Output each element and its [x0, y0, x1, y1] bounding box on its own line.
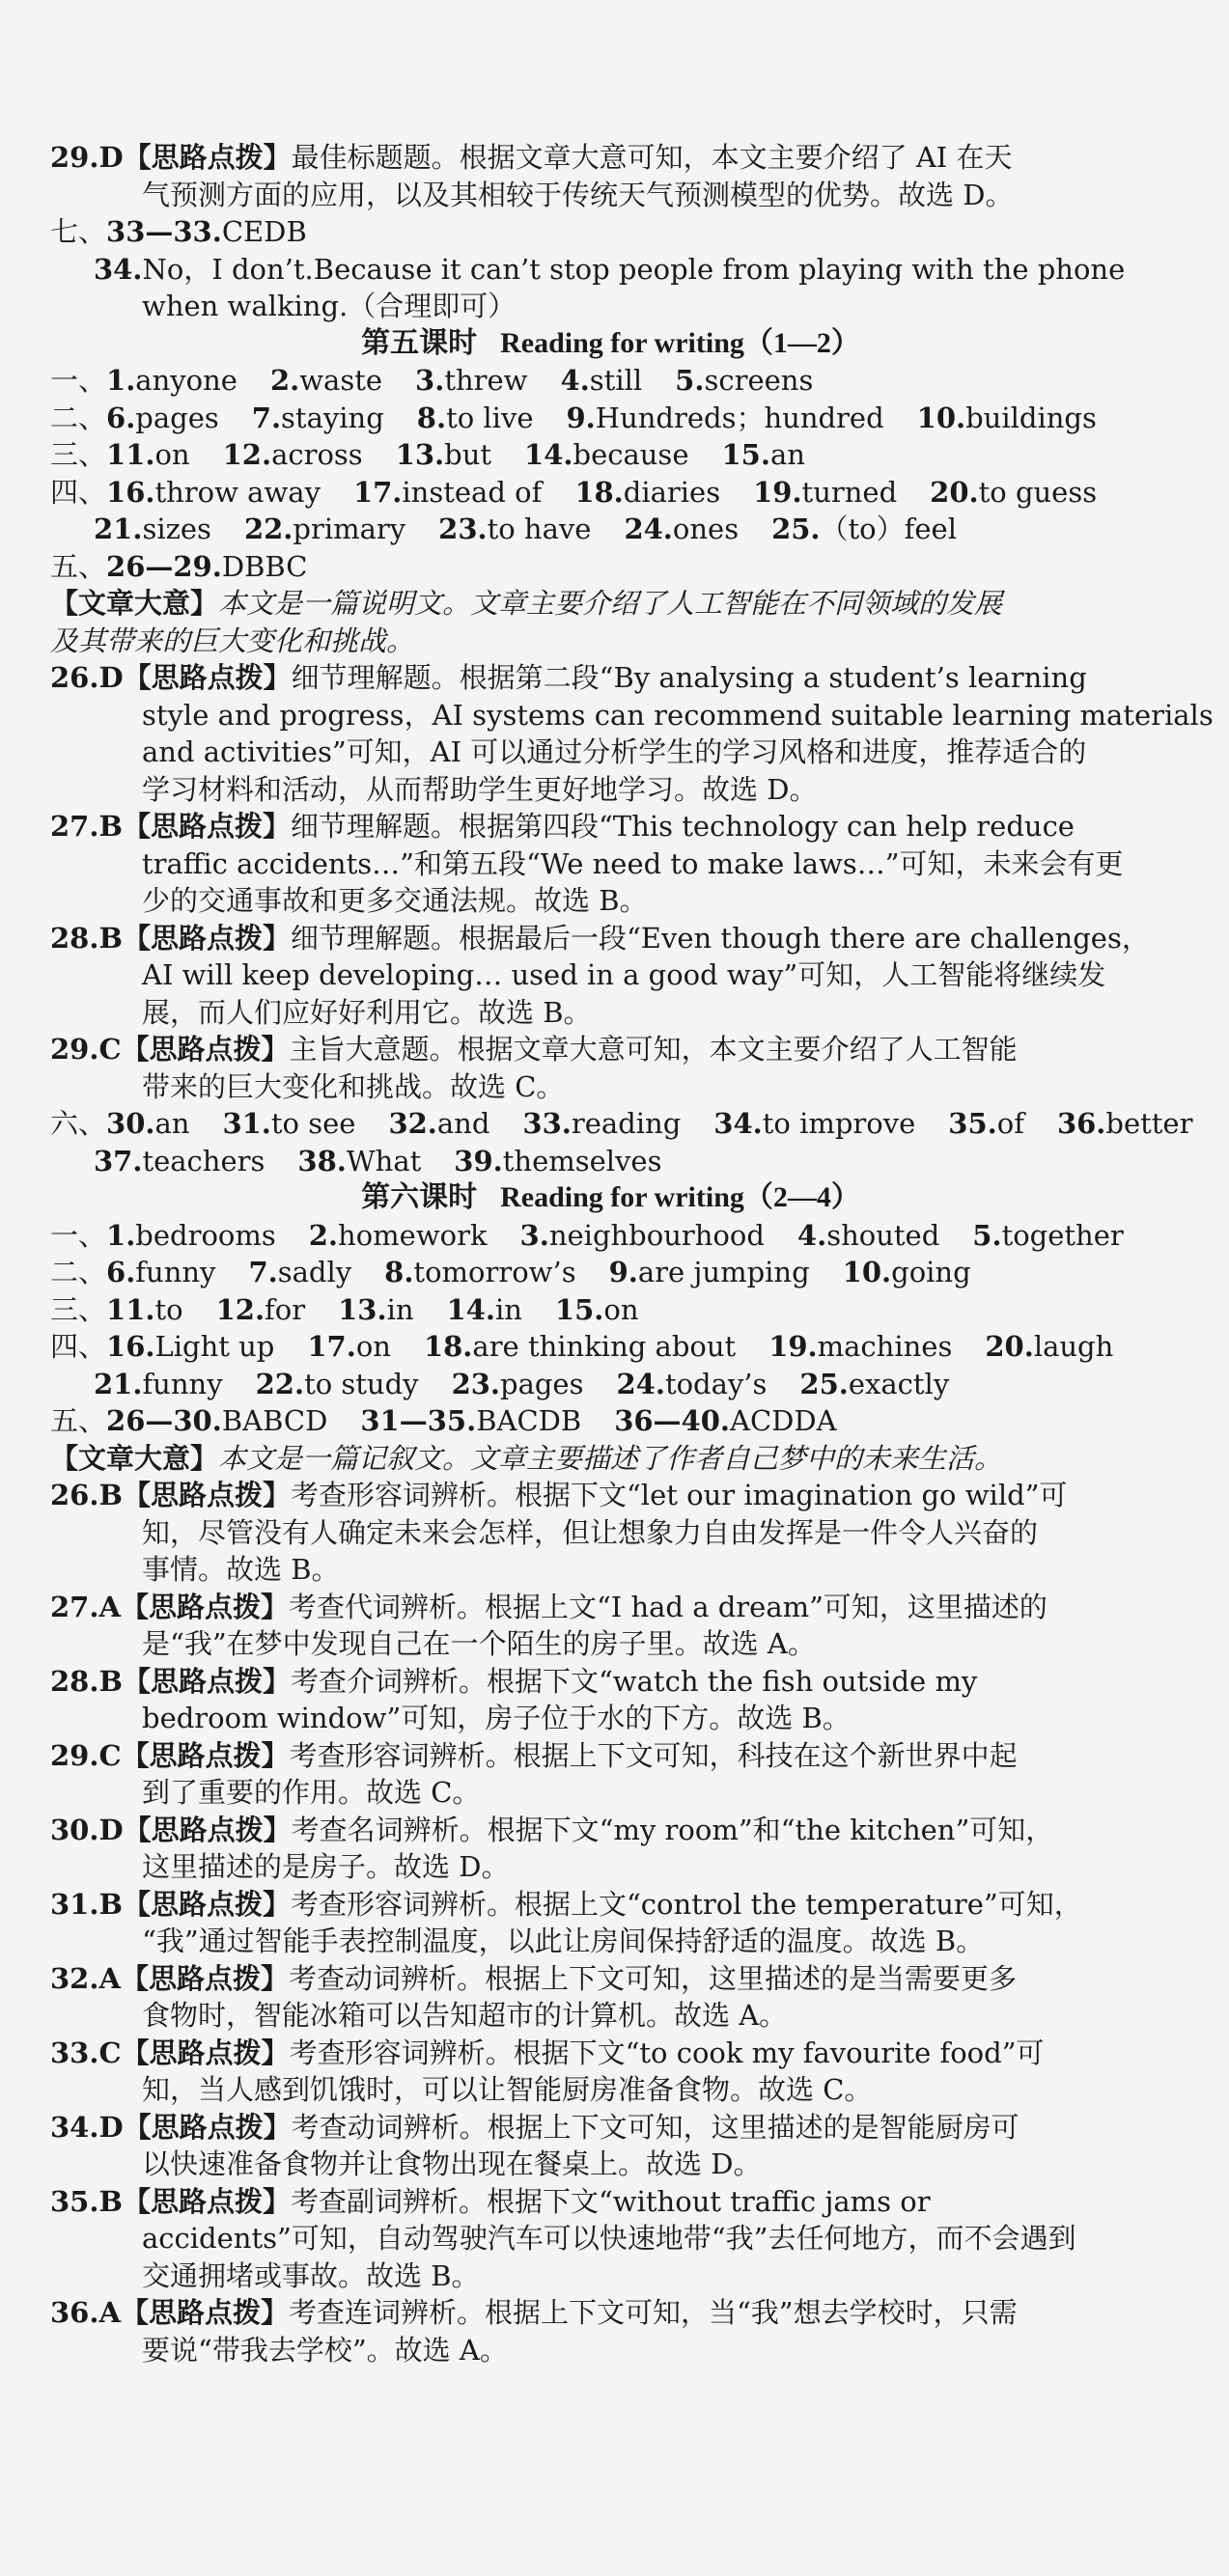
section-tag: 【思路点拨】	[121, 2036, 290, 2069]
question-number: 28.B	[50, 1664, 123, 1698]
question-number: 39.	[454, 1144, 503, 1177]
text-line	[50, 288, 1171, 325]
text-line	[50, 734, 1171, 771]
text-line	[50, 1477, 1171, 1514]
text-segment: 细节理解题。根据最后一段“Even though there are challenges，	[290, 921, 1150, 955]
question-number: 33.	[522, 1107, 572, 1140]
text-line	[50, 697, 1214, 734]
text-line	[50, 2220, 1171, 2257]
text-line	[50, 436, 1171, 474]
section-tag: 【思路点拨】	[122, 1479, 291, 1511]
question-number: 8.	[384, 1256, 414, 1288]
text-segment: staying	[281, 401, 384, 434]
text-segment: together	[1001, 1218, 1124, 1252]
text-segment: 七、	[50, 215, 107, 248]
section-tag: 【思路点拨】	[120, 1961, 289, 1995]
text-segment: 考查介词辨析。根据下文“watch the fish outside my	[290, 1664, 978, 1698]
text-segment: funny	[135, 1256, 216, 1288]
text-segment: to have	[487, 512, 592, 545]
text-segment: waste	[299, 364, 383, 397]
question-number: 3.	[415, 364, 445, 397]
text-segment: 气预测方面的应用，以及其相较于传统天气预测模型的优势。故选 D。	[142, 178, 1014, 211]
text-segment: 四、	[50, 475, 107, 509]
question-number: 25.	[799, 1367, 849, 1400]
question-number: 27.A	[50, 1590, 121, 1623]
question-number: 26.D	[50, 661, 124, 694]
text-segment: 本文是一篇记叙文。文章主要描述了作者自己梦中的未来生活。	[218, 1441, 1003, 1475]
question-number: 26—30.	[106, 1404, 222, 1437]
text-segment: 考查形容词辨析。根据上文“control the temperature”可知，	[290, 1887, 1082, 1921]
text-line	[50, 1923, 1171, 1960]
text-segment: 三、	[50, 1292, 107, 1326]
text-segment: 到了重要的作用。故选 C。	[142, 1776, 481, 1809]
section-tag: 【思路点拨】	[122, 810, 291, 843]
question-number: 16.	[106, 475, 155, 509]
text-line	[50, 1774, 1171, 1812]
text-segment: 展，而人们应好好利用它。故选 B。	[142, 995, 592, 1029]
text-segment: to	[154, 1292, 183, 1326]
text-segment: 细节理解题。根据第四段“This technology can help reduce	[290, 810, 1075, 843]
text-segment: 考查形容词辨析。根据下文“let our imagination go wild”可	[290, 1479, 1068, 1511]
text-segment: threw	[444, 364, 528, 397]
text-line	[50, 882, 1171, 920]
section-tag: 【文章大意】	[50, 1441, 219, 1475]
question-number: 15.	[554, 1292, 604, 1326]
text-line	[50, 251, 1171, 289]
text-segment: 带来的巨大变化和挑战。故选 C。	[142, 1069, 565, 1103]
text-segment: buildings	[965, 401, 1097, 434]
question-number: 37.	[94, 1144, 143, 1177]
text-segment: 考查名词辨析。根据下文“my room”和“the kitchen”可知，	[291, 1813, 1054, 1846]
text-segment: Reading for writing（1—2）	[500, 326, 860, 359]
text-segment: for	[265, 1292, 306, 1326]
text-line	[50, 2183, 1171, 2221]
question-number: 12.	[222, 438, 272, 471]
question-number: 19.	[753, 475, 802, 509]
section-tag: 【思路点拨】	[120, 2296, 289, 2329]
question-number: 3.	[519, 1218, 549, 1252]
text-segment: 第五课时	[361, 325, 478, 360]
text-segment: 考查连词辨析。根据上下文可知，当“我”想去学校时，只需	[288, 2296, 1018, 2329]
text-segment: exactly	[848, 1367, 950, 1400]
question-number: 35.B	[50, 2184, 123, 2218]
text-segment: Hundreds；hundred	[595, 401, 884, 434]
text-segment: still	[589, 364, 643, 397]
text-line	[50, 1068, 1171, 1106]
text-segment: traffic accidents…”和第五段“We need to make laws…”可知，未来会有更	[142, 846, 1124, 880]
question-number: 28.B	[50, 921, 123, 955]
text-line	[50, 771, 1171, 809]
text-line	[50, 2109, 1171, 2147]
question-number: 2.	[308, 1218, 339, 1252]
text-segment: primary	[293, 512, 406, 545]
text-segment: No，I don’t.Because it can’t stop people from playing with the phone	[142, 252, 1126, 286]
question-number: 24.	[624, 512, 673, 545]
question-number: 14.	[446, 1292, 495, 1326]
text-line	[50, 511, 1171, 548]
text-line	[50, 1625, 1171, 1663]
text-line	[50, 213, 1171, 251]
text-line	[50, 2071, 1171, 2109]
question-number: 6.	[106, 401, 136, 434]
text-line	[50, 1291, 1171, 1329]
text-segment: “我”通过智能手表控制温度，以此让房间保持舒适的温度。故选 B。	[142, 1925, 985, 1957]
text-line	[50, 362, 1171, 400]
question-number: 23.	[451, 1367, 501, 1400]
text-segment: sadly	[277, 1256, 352, 1288]
text-segment: are thinking about	[472, 1330, 737, 1363]
text-segment: shouted	[826, 1218, 940, 1252]
section-tag: 【思路点拨】	[122, 1664, 291, 1698]
question-number: 21.	[94, 512, 143, 545]
section-tag: 【思路点拨】	[121, 1738, 290, 1772]
text-segment: on	[603, 1292, 639, 1326]
text-segment: and	[436, 1107, 490, 1140]
text-segment: ones	[672, 512, 740, 545]
text-segment: 最佳标题题。根据文章大意可知，本文主要介绍了 AI 在天	[291, 141, 1013, 174]
text-segment: because	[573, 438, 689, 471]
question-number: 30.	[106, 1107, 155, 1140]
question-number: 22.	[243, 512, 293, 545]
text-line	[50, 400, 1171, 437]
question-number: 11.	[106, 438, 155, 471]
text-line	[50, 1366, 1171, 1403]
question-number: 9.	[566, 401, 596, 434]
text-segment: 本文是一篇说明文。文章主要介绍了人工智能在不同领域的发展	[218, 587, 1003, 620]
text-segment: machines	[817, 1330, 953, 1363]
text-segment: 学习材料和活动，从而帮助学生更好地学习。故选 D。	[142, 772, 818, 806]
text-line	[50, 139, 1171, 177]
text-segment: are jumping	[637, 1256, 810, 1288]
question-number: 15.	[721, 438, 770, 471]
question-number: 30.D	[50, 1813, 124, 1846]
text-line	[50, 920, 1171, 957]
question-number: 36.A	[50, 2296, 121, 2329]
question-number: 36—40.	[614, 1404, 731, 1437]
question-number: 13.	[338, 1292, 387, 1326]
question-number: 11.	[106, 1292, 155, 1326]
question-number: 36.	[1056, 1107, 1106, 1140]
text-line	[50, 177, 1171, 214]
text-segment: 是“我”在梦中发现自己在一个陌生的房子里。故选 A。	[142, 1627, 816, 1660]
question-number: 7.	[251, 401, 282, 434]
text-segment: 二、	[50, 1256, 107, 1288]
text-segment: funny	[142, 1367, 223, 1400]
text-segment: laugh	[1033, 1330, 1114, 1363]
section-tag: 【思路点拨】	[123, 1813, 292, 1846]
text-line	[50, 845, 1171, 883]
text-segment: screens	[704, 364, 814, 397]
question-number: 19.	[768, 1330, 818, 1363]
question-number: 7.	[248, 1256, 278, 1288]
text-line	[50, 2035, 1171, 2072]
text-line	[50, 1848, 1171, 1886]
text-line	[50, 2332, 1171, 2369]
question-number: 10.	[916, 401, 966, 434]
question-number: 24.	[616, 1367, 665, 1400]
text-segment: 知，当人感到饥饿时，可以让智能厨房准备食物。故选 C。	[142, 2073, 873, 2106]
question-number: 27.B	[50, 810, 123, 843]
text-segment: throw away	[154, 475, 321, 509]
text-line	[50, 1402, 1171, 1440]
question-number: 2.	[269, 364, 300, 397]
text-segment: diaries	[623, 475, 721, 509]
text-line	[50, 1589, 1171, 1626]
text-line	[50, 1254, 1171, 1291]
question-number: 34.	[94, 252, 143, 286]
section-tag: 【思路点拨】	[122, 1887, 291, 1921]
text-segment: Light up	[154, 1330, 275, 1363]
text-segment: in	[494, 1292, 522, 1326]
text-line	[50, 1960, 1171, 1998]
question-number: 8.	[416, 401, 447, 434]
text-segment: 事情。故选 B。	[142, 1553, 340, 1586]
text-segment: pages	[500, 1367, 584, 1400]
text-line	[50, 1217, 1171, 1255]
text-segment: to improve	[762, 1107, 916, 1140]
section-tag: 【文章大意】	[50, 587, 219, 620]
text-segment: style and progress，AI systems can recommend suitable learning materials	[142, 698, 1214, 732]
question-number: 31—35.	[360, 1404, 477, 1437]
text-segment: 考查副词辨析。根据下文“without traffic jams or	[290, 2184, 931, 2218]
text-segment: to study	[304, 1367, 419, 1400]
text-segment: 第六课时	[361, 1180, 478, 1214]
question-number: 1.	[106, 1218, 136, 1252]
text-segment: reading	[571, 1107, 682, 1140]
text-segment: 二、	[50, 401, 107, 434]
text-segment: 一、	[50, 364, 107, 397]
text-segment: 这里描述的是房子。故选 D。	[142, 1850, 510, 1883]
section-heading	[50, 1179, 1171, 1217]
question-number: 26.B	[50, 1479, 123, 1511]
text-line	[50, 1031, 1171, 1068]
text-segment: accidents”可知，自动驾驶汽车可以快速地带“我”去任何地方，而不会遇到	[142, 2222, 1076, 2255]
question-number: 5.	[675, 364, 705, 397]
text-segment: tomorrow’s	[413, 1256, 576, 1288]
question-number: 26—29.	[106, 549, 222, 583]
section-tag: 【思路点拨】	[122, 921, 291, 955]
section-tag: 【思路点拨】	[123, 2110, 292, 2144]
text-segment: 五、	[50, 1404, 107, 1437]
question-number: 12.	[215, 1292, 265, 1326]
text-segment: 四、	[50, 1330, 107, 1363]
question-number: 34.	[713, 1107, 763, 1140]
question-number: 18.	[423, 1330, 473, 1363]
text-line	[50, 585, 1171, 623]
text-segment: on	[355, 1330, 391, 1363]
question-number: 20.	[930, 475, 979, 509]
text-segment: 细节理解题。根据第二段“By analysing a student’s learning	[291, 661, 1087, 694]
text-line	[50, 1514, 1171, 1552]
text-segment: Reading for writing（2—4）	[500, 1181, 860, 1213]
question-number: 1.	[106, 364, 136, 397]
text-segment: 少的交通事故和更多交通法规。故选 B。	[142, 884, 648, 917]
text-line	[50, 474, 1171, 512]
text-line	[50, 808, 1171, 845]
question-number: 38.	[297, 1144, 347, 1177]
section-tag: 【思路点拨】	[123, 661, 292, 694]
text-line	[50, 1700, 1171, 1737]
text-segment: 要说“带我去学校”。故选 A。	[142, 2333, 508, 2367]
section-tag: 【思路点拨】	[122, 2184, 291, 2218]
text-segment: themselves	[502, 1144, 662, 1177]
question-number: 31.	[222, 1107, 271, 1140]
question-number: 33—33.	[106, 215, 222, 248]
text-segment: 考查代词辨析。根据上文“I had a dream”可知，这里描述的	[288, 1590, 1047, 1623]
text-line	[50, 994, 1171, 1032]
question-number: 20.	[985, 1330, 1034, 1363]
text-line	[50, 1886, 1171, 1924]
text-line	[50, 1997, 1171, 2035]
text-segment: on	[154, 438, 190, 471]
text-segment: What	[346, 1144, 422, 1177]
text-segment: ACDDA	[730, 1404, 837, 1437]
text-segment: to live	[446, 401, 534, 434]
text-segment: when walking.（合理即可）	[142, 290, 517, 322]
section-heading	[50, 325, 1171, 363]
text-segment: bedroom window”可知，房子位于水的下方。故选 B。	[142, 1702, 851, 1734]
text-segment: DBBC	[221, 549, 308, 583]
text-line	[50, 1328, 1171, 1366]
question-number: 14.	[524, 438, 573, 471]
question-number: 21.	[94, 1367, 143, 1400]
text-segment: going	[891, 1256, 971, 1288]
text-segment: an	[769, 438, 805, 471]
text-segment: 交通拥堵或事故。故选 B。	[142, 2258, 480, 2292]
question-number: 23.	[438, 512, 488, 545]
text-segment: teachers	[142, 1144, 265, 1177]
question-number: 16.	[106, 1330, 155, 1363]
text-segment: 及其带来的巨大变化和挑战。	[50, 623, 415, 657]
text-segment: today’s	[664, 1367, 768, 1400]
text-segment: sizes	[142, 512, 211, 545]
text-segment: 以快速准备食物并让食物出现在餐桌上。故选 D。	[142, 2147, 762, 2180]
question-number: 18.	[574, 475, 624, 509]
text-segment: an	[154, 1107, 190, 1140]
text-segment: BACDB	[476, 1404, 582, 1437]
text-segment: and activities”可知，AI 可以通过分析学生的学习风格和进度，推荐适合的	[142, 735, 1087, 768]
text-segment: 考查形容词辨析。根据上下文可知，科技在这个新世界中起	[289, 1738, 1018, 1772]
text-segment: 五、	[50, 549, 107, 583]
text-segment: CEDB	[221, 215, 307, 248]
text-segment: instead of	[402, 475, 543, 509]
question-number: 35.	[948, 1107, 997, 1140]
question-number: 22.	[255, 1367, 305, 1400]
section-tag: 【思路点拨】	[121, 1033, 290, 1066]
text-segment: anyone	[135, 364, 237, 397]
text-segment: 考查形容词辨析。根据下文“to cook my favourite food”可	[289, 2036, 1045, 2069]
text-segment: homework	[338, 1218, 488, 1252]
question-number: 29.C	[50, 1738, 122, 1772]
question-number: 4.	[560, 364, 590, 397]
text-line	[50, 2294, 1171, 2332]
text-segment: 知，尽管没有人确定未来会怎样，但让想象力自由发挥是一件令人兴奋的	[142, 1515, 1039, 1549]
text-segment: bedrooms	[135, 1218, 276, 1252]
text-segment: to guess	[978, 475, 1098, 509]
question-number: 17.	[307, 1330, 356, 1363]
text-line	[50, 548, 1171, 586]
text-segment: across	[271, 438, 363, 471]
question-number: 32.A	[50, 1961, 121, 1995]
text-line	[50, 659, 1171, 697]
question-number: 6.	[106, 1256, 136, 1288]
question-number: 5.	[972, 1218, 1002, 1252]
text-segment: BABCD	[221, 1404, 328, 1437]
question-number: 4.	[796, 1218, 827, 1252]
text-segment: pages	[135, 401, 219, 434]
question-number: 29.D	[50, 141, 124, 174]
text-segment: better	[1105, 1107, 1193, 1140]
text-segment: 考查动词辨析。根据上下文可知，这里描述的是当需要更多	[288, 1961, 1017, 1995]
text-line	[50, 2257, 1171, 2295]
text-segment: （to）feel	[820, 512, 957, 545]
question-number: 29.C	[50, 1033, 122, 1066]
text-segment: of	[996, 1107, 1024, 1140]
question-number: 32.	[388, 1107, 437, 1140]
question-number: 34.D	[50, 2110, 124, 2144]
text-line	[50, 1551, 1171, 1589]
text-line	[50, 623, 1171, 660]
text-segment: in	[386, 1292, 414, 1326]
text-segment: 食物时，智能冰箱可以告知超市的计算机。故选 A。	[142, 1999, 788, 2032]
text-segment: AI will keep developing… used in a good way”可知，人工智能将继续发	[142, 958, 1106, 991]
text-line	[50, 1105, 1193, 1143]
section-tag: 【思路点拨】	[123, 141, 292, 174]
text-segment: 三、	[50, 438, 107, 471]
text-line	[50, 1663, 1171, 1701]
text-segment: neighbourhood	[548, 1218, 765, 1252]
text-segment: turned	[801, 475, 898, 509]
text-segment: to see	[270, 1107, 356, 1140]
text-line	[50, 956, 1171, 994]
question-number: 9.	[608, 1256, 638, 1288]
question-number: 17.	[352, 475, 403, 509]
question-number: 31.B	[50, 1887, 123, 1921]
question-number: 33.C	[50, 2036, 122, 2069]
question-number: 10.	[842, 1256, 892, 1288]
text-segment: but	[444, 438, 492, 471]
text-line	[50, 1812, 1171, 1849]
question-number: 25.	[771, 512, 821, 545]
text-segment: 一、	[50, 1218, 107, 1252]
text-segment: 考查动词辨析。根据上下文可知，这里描述的是智能厨房可	[291, 2110, 1020, 2144]
text-line	[50, 2146, 1171, 2183]
text-line	[50, 1737, 1171, 1775]
text-segment: 六、	[50, 1107, 107, 1140]
text-segment: 主旨大意题。根据文章大意可知，本文主要介绍了人工智能	[289, 1033, 1018, 1066]
text-line	[50, 1440, 1171, 1478]
question-number: 13.	[395, 438, 445, 471]
text-line	[50, 1143, 1171, 1180]
section-tag: 【思路点拨】	[120, 1590, 289, 1623]
